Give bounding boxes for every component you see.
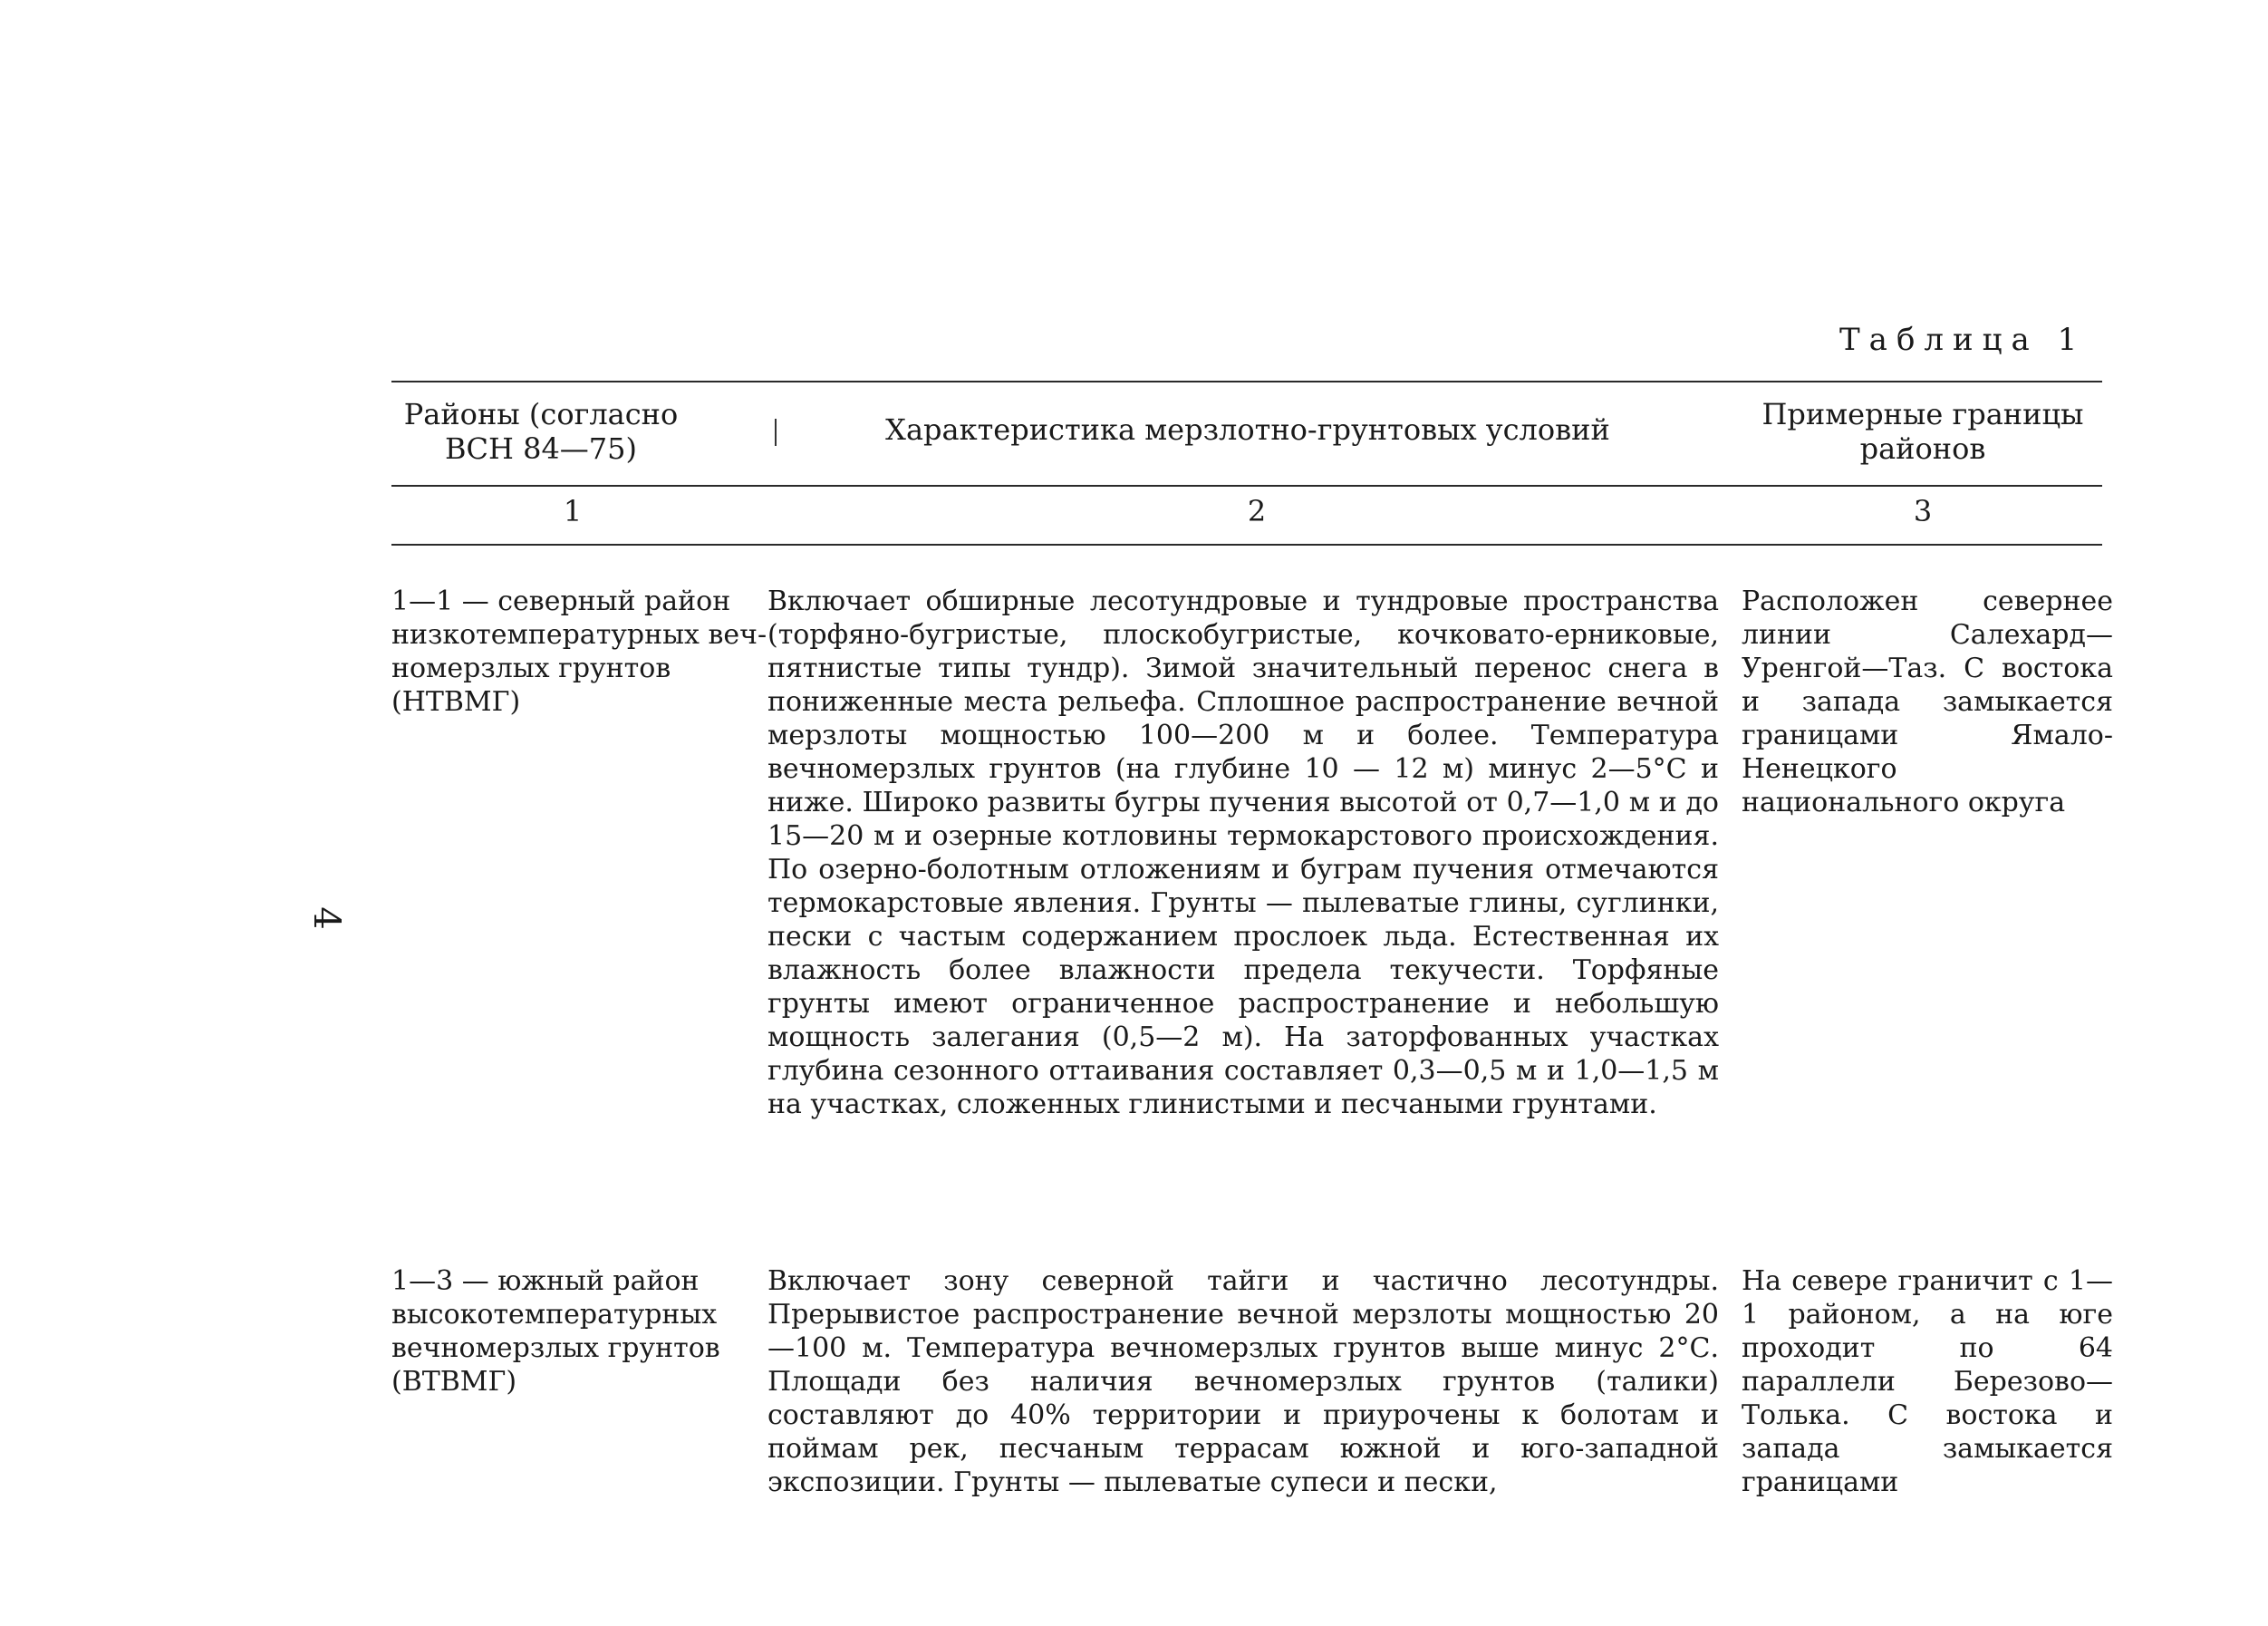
region-cell: 1—3 — южный район высокотемпературных вечномерзлых грунтов (ВТВМГ) — [391, 1265, 720, 1398]
header-bottom-rule — [391, 485, 2102, 487]
boundaries-cell: На севере граничит с 1—1 районом, а на юге проходит по 64 параллели Березово—Толька. С востока и запада замыкается границами — [1742, 1265, 2113, 1498]
column-number-2: 2 — [1247, 494, 1267, 528]
boundaries-cell: Расположен севернее линии Салехард—Уренгой—Таз. С востока и запада замыкается границами Ямало-Ненецкого национального округа — [1742, 586, 2113, 818]
table-caption: Таблица 1 — [1839, 322, 2087, 358]
column-number-3: 3 — [1913, 494, 1933, 528]
description-cell: Включает зону северной тайги и частично лесотундры. Прерывистое распространение вечной мерзлоты мощностью 20—100 м. Температура вечномерзлых грунтов выше минус 2°С. Площади без наличия вечномерзлых грунтов (талики) составляют до 40% территории и приурочены к болотам и поймам рек, песчаным террасам южной и юго-западной экспозиции. Грунты — пылеватые супеси и пески, — [767, 1265, 1719, 1498]
region-cell: 1—1 — северный район низкотемпературных веч- номерзлых грунтов (НТВМГ) — [391, 586, 767, 718]
header-separator — [775, 419, 777, 446]
numbers-bottom-rule — [391, 544, 2102, 546]
description-cell: Включает обширные лесотундровые и тундровые пространства (торфяно-бугристые, плоскобугристые, кочковато-ерниковые, пятнистые типы тундр). Зимой значительный перенос снега в пониженные места рельефа. Сплошное распространение вечной мерзлоты мощностью 100—200 м и более. Температура вечномерзлых грунтов (на глубине 10 — 12 м) минус 2—5°С и ниже. Широко развиты бугры пучения высотой от 0,7—1,0 м и до 15—20 м и озерные котловины термокарстового происхождения. По озерно-болотным отложениям и буграм пучения отмечаются термокарстовые явления. Грунты — пылеватые глины, суглинки, пески с частым содержанием прослоек льда. Естественная их влажность более влажности предела текучести. Торфяные грунты имеют ограниченное распространение и небольшую мощность залегания (0,5—2 м). На заторфованных участках глубина сезонного оттаивания составляет 0,3—0,5 м и 1,0—1,5 м на участках, сложенных глинистыми и песчаными грунтами. — [767, 586, 1719, 1120]
column-number-1: 1 — [563, 494, 583, 528]
table-top-rule — [391, 381, 2102, 382]
table-row — [391, 585, 2113, 1183]
header-characteristics: Характеристика мерзлотно-грунтовых условий — [885, 412, 1610, 447]
table-header — [391, 397, 2102, 488]
header-regions: Районы (согласно ВСН 84—75) — [403, 397, 679, 466]
header-boundaries: Примерные границы районов — [1761, 397, 2084, 466]
table-row — [391, 1264, 2113, 1536]
column-number-row — [391, 494, 2102, 530]
page-number: 4 — [305, 906, 347, 930]
